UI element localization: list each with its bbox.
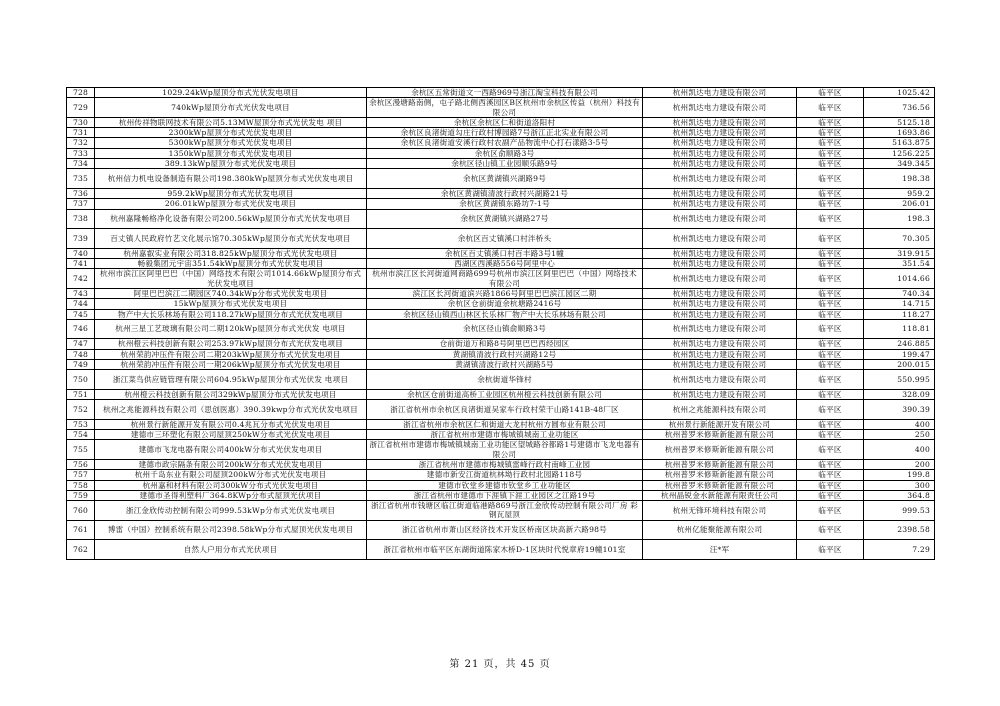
developer-cell: 杭州凯达电力建设有限公司	[643, 309, 797, 319]
project-name-cell: 建德市圣得利塑料厂364.8KWp分布式屋顶光伏项目	[95, 490, 367, 500]
district-cell: 临平区	[797, 501, 864, 521]
capacity-cell: 199.8	[864, 470, 935, 480]
capacity-cell: 1025.42	[864, 88, 935, 98]
table-row	[67, 501, 935, 521]
row-number-cell: 748	[67, 349, 95, 359]
capacity-cell: 2398.58	[864, 520, 935, 540]
district-cell: 临平区	[797, 98, 864, 118]
developer-cell: 杭州凯达电力建设有限公司	[643, 248, 797, 258]
project-name-cell: 杭州橙云科技创新有限公司329kWp屋顶分布式光伏发电项目	[95, 389, 367, 399]
district-cell: 临平区	[797, 288, 864, 298]
row-number-cell: 759	[67, 490, 95, 500]
project-name-cell: 浙江金欣传动控制有限公司999.53kWp分布式光伏发电项目	[95, 501, 367, 521]
row-number-cell: 752	[67, 400, 95, 420]
table-row	[67, 490, 935, 500]
project-name-cell: 杭州信力机电设备制造有限公司198.380kWp屋顶分布式光伏发电项目	[95, 169, 367, 189]
row-number-cell: 747	[67, 339, 95, 349]
project-name-cell: 博雷（中国）控制系统有限公司2398.58kWp分布式屋顶光伏发电项目	[95, 520, 367, 540]
capacity-cell: 1693.86	[864, 128, 935, 138]
district-cell: 临平区	[797, 117, 864, 127]
developer-cell: 杭州凯达电力建设有限公司	[643, 188, 797, 198]
table-row	[67, 229, 935, 249]
table-row	[67, 117, 935, 127]
capacity-cell: 200.015	[864, 360, 935, 370]
project-name-cell: 建德市三环塑化有限公司屋顶250kW分布式光伏发电项目	[95, 430, 367, 440]
row-number-cell: 743	[67, 288, 95, 298]
capacity-cell: 351.54	[864, 259, 935, 269]
district-cell: 临平区	[797, 400, 864, 420]
project-address-cell: 余杭区径山镇工业园顺乐路9号	[367, 159, 643, 169]
district-cell: 临平区	[797, 319, 864, 339]
project-address-cell: 建德市新安江街道杭林坳行政村北园路118号	[367, 470, 643, 480]
row-number-cell: 755	[67, 440, 95, 460]
district-cell: 临平区	[797, 209, 864, 229]
project-address-cell: 黄湖镇清波行政村兴湖路12号	[367, 349, 643, 359]
capacity-cell: 200	[864, 459, 935, 469]
project-address-cell: 余杭区径山镇西山林区长乐林厂物产中大长乐林场有限公司	[367, 309, 643, 319]
table-row	[67, 389, 935, 399]
row-number-cell: 745	[67, 309, 95, 319]
capacity-cell: 118.81	[864, 319, 935, 339]
table-row	[67, 188, 935, 198]
table-row	[67, 440, 935, 460]
capacity-cell: 328.09	[864, 389, 935, 399]
table-row	[67, 540, 935, 560]
developer-cell: 杭州凯达电力建设有限公司	[643, 148, 797, 158]
district-cell: 临平区	[797, 309, 864, 319]
table-row	[67, 419, 935, 429]
project-address-cell: 余杭区漫塘路南侧，屯子路北侧西溪园区B区杭州市余杭区传益（杭州）科技有限公司	[367, 98, 643, 118]
project-name-cell: 杭州橙云科技创新有限公司253.97kWp屋顶分布式光伏发电项目	[95, 339, 367, 349]
project-address-cell: 余杭区百丈镇溪口村泮桥头	[367, 229, 643, 249]
row-number-cell: 740	[67, 248, 95, 258]
capacity-cell: 246.885	[864, 339, 935, 349]
table-row	[67, 430, 935, 440]
district-cell: 临平区	[797, 389, 864, 399]
capacity-cell: 364.8	[864, 490, 935, 500]
project-name-cell: 杭州嘉和材料有限公司300kW分布式光伏发电项目	[95, 480, 367, 490]
row-number-cell: 733	[67, 148, 95, 158]
project-name-cell: 5300kWp屋顶分布式光伏发电项目	[95, 138, 367, 148]
row-number-cell: 742	[67, 269, 95, 289]
project-address-cell: 黄湖镇清波行政村兴湖路5号	[367, 360, 643, 370]
project-address-cell: 浙江省杭州市建德市梅城镇城南工业功能区望城路谷都路1号建德市飞龙电器有限公司	[367, 440, 643, 460]
capacity-cell: 959.2	[864, 188, 935, 198]
project-name-cell: 杭州荣韵冲压件有限公司一期206kWp屋顶分布式光伏发电项目	[95, 360, 367, 370]
district-cell: 临平区	[797, 128, 864, 138]
project-name-cell: 杭州市滨江区阿里巴巴（中国）网络技术有限公司1014.66kWp屋顶分布式光伏发电项目	[95, 269, 367, 289]
capacity-cell: 206.01	[864, 199, 935, 209]
table-row	[67, 248, 935, 258]
developer-cell: 杭州凯达电力建设有限公司	[643, 339, 797, 349]
district-cell: 临平区	[797, 248, 864, 258]
project-address-cell: 余杭区黄湖镇清波行政村兴湖路21号	[367, 188, 643, 198]
row-number-cell: 760	[67, 501, 95, 521]
project-name-cell: 1029.24kWp屋顶分布式光伏发电项目	[95, 88, 367, 98]
project-address-cell: 余杭区黄湖镇兴湖路9号	[367, 169, 643, 189]
project-name-cell: 15kWp屋顶分布式光伏发电项目	[95, 299, 367, 309]
district-cell: 临平区	[797, 370, 864, 390]
capacity-cell: 5125.18	[864, 117, 935, 127]
row-number-cell: 746	[67, 319, 95, 339]
row-number-cell: 750	[67, 370, 95, 390]
project-name-cell: 百丈镇人民政府竹艺文化展示馆70.305kWp屋顶分布式光伏发电项目	[95, 229, 367, 249]
row-number-cell: 761	[67, 520, 95, 540]
developer-cell: 杭州凯达电力建设有限公司	[643, 169, 797, 189]
district-cell: 临平区	[797, 169, 864, 189]
row-number-cell: 728	[67, 88, 95, 98]
project-name-cell: 建德市政宗隔条有限公司200kW分布式光伏发电项目	[95, 459, 367, 469]
capacity-cell: 198.38	[864, 169, 935, 189]
project-name-cell: 杭州千岛东业有限公司屋顶200kW分布式光伏发电项目	[95, 470, 367, 480]
district-cell: 临平区	[797, 490, 864, 500]
capacity-cell: 1256.225	[864, 148, 935, 158]
project-name-cell: 杭州景行新能源开发有限公司0.4兆瓦分布式光伏发电项目	[95, 419, 367, 429]
developer-cell: 杭州凯达电力建设有限公司	[643, 209, 797, 229]
developer-cell: 杭州凯达电力建设有限公司	[643, 128, 797, 138]
project-name-cell: 自然人户用分布式光伏项目	[95, 540, 367, 560]
project-name-cell: 1350kWp屋顶分布式光伏发电项目	[95, 148, 367, 158]
project-name-cell: 杭州嘉叡实业有限公司318.825kWp屋顶分布式光伏发电项目	[95, 248, 367, 258]
project-address-cell: 余杭街道华锋村	[367, 370, 643, 390]
project-address-cell: 仓前街道万和路8号阿里巴巴西经园区	[367, 339, 643, 349]
project-name-cell: 389.13kWp屋顶分布式光伏发电项目	[95, 159, 367, 169]
project-address-cell: 滨江区长河街道滨兴路1866号阿里巴巴滨江园区二期	[367, 288, 643, 298]
project-table	[66, 87, 935, 560]
project-name-cell: 206.01kWp屋顶分布式光伏发电项目	[95, 199, 367, 209]
row-number-cell: 758	[67, 480, 95, 490]
row-number-cell: 738	[67, 209, 95, 229]
capacity-cell: 550.995	[864, 370, 935, 390]
capacity-cell: 250	[864, 430, 935, 440]
table-row	[67, 169, 935, 189]
capacity-cell: 1014.66	[864, 269, 935, 289]
project-address-cell: 余杭区百丈镇溪口村百丰路3号1幢	[367, 248, 643, 258]
table-row	[67, 349, 935, 359]
capacity-cell: 198.3	[864, 209, 935, 229]
capacity-cell: 5163.875	[864, 138, 935, 148]
developer-cell: 杭州无锋环境科技有限公司	[643, 501, 797, 521]
developer-cell: 杭州凯达电力建设有限公司	[643, 199, 797, 209]
project-address-cell: 西湖区西溪路556号阿里中心	[367, 259, 643, 269]
table-row	[67, 520, 935, 540]
developer-cell: 杭州凯达电力建设有限公司	[643, 159, 797, 169]
project-address-cell: 余杭区五常街道文一西路969号浙江淘宝科技有限公司	[367, 88, 643, 98]
row-number-cell: 732	[67, 138, 95, 148]
row-number-cell: 744	[67, 299, 95, 309]
row-number-cell: 739	[67, 229, 95, 249]
table-row	[67, 470, 935, 480]
row-number-cell: 730	[67, 117, 95, 127]
district-cell: 临平区	[797, 229, 864, 249]
district-cell: 临平区	[797, 88, 864, 98]
project-name-cell: 杭州三星工艺玻璃有限公司二期120kWp屋顶分布式光伏发 电项目	[95, 319, 367, 339]
project-address-cell: 余杭区余杭区仁和街道洛阳村	[367, 117, 643, 127]
developer-cell: 杭州景行新能源开发有限公司	[643, 419, 797, 429]
table-row	[67, 299, 935, 309]
table-row	[67, 480, 935, 490]
capacity-cell: 390.39	[864, 400, 935, 420]
table-row	[67, 360, 935, 370]
project-address-cell: 浙江省杭州市余杭区良渚街道吴家车行政村荣干山路141B-48厂区	[367, 400, 643, 420]
table-row	[67, 288, 935, 298]
project-address-cell: 余杭区仓前街道高桥工业园区杭州橙云科技创新有限公司	[367, 389, 643, 399]
project-address-cell: 杭州市滨江区长河街道网商路699号杭州市滨江区阿里巴巴（中国）网络技术有限公司	[367, 269, 643, 289]
developer-cell: 杭州凯达电力建设有限公司	[643, 229, 797, 249]
capacity-cell: 740.34	[864, 288, 935, 298]
row-number-cell: 737	[67, 199, 95, 209]
project-name-cell: 740kWp屋顶分布式光伏发电项目	[95, 98, 367, 118]
project-address-cell: 余杭区径山镇俞顺路3号	[367, 319, 643, 339]
developer-cell: 杭州普罗米修斯新能源有限公司	[643, 459, 797, 469]
row-number-cell: 749	[67, 360, 95, 370]
developer-cell: 杭州凯达电力建设有限公司	[643, 349, 797, 359]
district-cell: 临平区	[797, 360, 864, 370]
project-table-body	[67, 88, 935, 560]
project-address-cell: 余杭区黄湖镇兴湖路27号	[367, 209, 643, 229]
row-number-cell: 735	[67, 169, 95, 189]
project-name-cell: 建德市飞龙电器有限公司400kW分布式光伏发电项目	[95, 440, 367, 460]
table-row	[67, 309, 935, 319]
capacity-cell: 349.345	[864, 159, 935, 169]
developer-cell: 杭州普罗米修斯新能源有限公司	[643, 430, 797, 440]
project-address-cell: 浙江省杭州市建德市下涯镇下涯工业园区之江路19号	[367, 490, 643, 500]
developer-cell: 杭州凯达电力建设有限公司	[643, 98, 797, 118]
page-number: 第 21 页，共 45 页	[449, 659, 551, 670]
capacity-cell: 999.53	[864, 501, 935, 521]
project-name-cell: 959.2kWp屋顶分布式光伏发电项目	[95, 188, 367, 198]
row-number-cell: 731	[67, 128, 95, 138]
table-row	[67, 209, 935, 229]
project-address-cell: 浙江省杭州市临平区东湖街道陈家木桥D-1区块时代悦章府19幢101室	[367, 540, 643, 560]
project-address-cell: 建德市钦堂乡建德市钦堂乡工业功能区	[367, 480, 643, 490]
table-row	[67, 128, 935, 138]
capacity-cell: 118.27	[864, 309, 935, 319]
developer-cell: 杭州凯达电力建设有限公司	[643, 360, 797, 370]
table-row	[67, 98, 935, 118]
district-cell: 临平区	[797, 349, 864, 359]
district-cell: 临平区	[797, 419, 864, 429]
district-cell: 临平区	[797, 138, 864, 148]
project-name-cell: 2300kWp屋顶分布式光伏发电项目	[95, 128, 367, 138]
developer-cell: 杭州凯达电力建设有限公司	[643, 269, 797, 289]
district-cell: 临平区	[797, 269, 864, 289]
table-row	[67, 138, 935, 148]
project-name-cell: 杭州传祥物联网技术有限公司5.13MW屋顶分布式光伏发电 项目	[95, 117, 367, 127]
table-row	[67, 319, 935, 339]
row-number-cell: 729	[67, 98, 95, 118]
table-row	[67, 159, 935, 169]
capacity-cell: 400	[864, 419, 935, 429]
capacity-cell: 319.915	[864, 248, 935, 258]
project-address-cell: 余杭区俞顺路3号	[367, 148, 643, 158]
row-number-cell: 736	[67, 188, 95, 198]
district-cell: 临平区	[797, 299, 864, 309]
capacity-cell: 14.715	[864, 299, 935, 309]
district-cell: 临平区	[797, 440, 864, 460]
project-address-cell: 浙江省杭州市建德市梅城镇城南工业功能区	[367, 430, 643, 440]
capacity-cell: 736.56	[864, 98, 935, 118]
table-row	[67, 370, 935, 390]
row-number-cell: 756	[67, 459, 95, 469]
capacity-cell: 400	[864, 440, 935, 460]
district-cell: 临平区	[797, 188, 864, 198]
project-address-cell: 浙江省杭州市钱塘区临江街道临港路869号浙江金欣传动控制有限公司厂房 彩钢瓦屋顶	[367, 501, 643, 521]
project-address-cell: 余杭区良渚街道勾庄行政村博园路7号浙江正北实业有限公司	[367, 128, 643, 138]
district-cell: 临平区	[797, 520, 864, 540]
district-cell: 临平区	[797, 339, 864, 349]
developer-cell: 汪*军	[643, 540, 797, 560]
district-cell: 临平区	[797, 259, 864, 269]
row-number-cell: 741	[67, 259, 95, 269]
project-name-cell: 浙江菜鸟供应链管理有限公司604.95kWp屋顶分布式光伏发 电项目	[95, 370, 367, 390]
project-address-cell: 余杭区黄湖镇东路坊7-1号	[367, 199, 643, 209]
developer-cell: 杭州亿能聚能源有限公司	[643, 520, 797, 540]
table-row	[67, 339, 935, 349]
row-number-cell: 753	[67, 419, 95, 429]
developer-cell: 杭州普罗米修斯新能源有限公司	[643, 470, 797, 480]
project-address-cell: 浙江省杭州市萧山区经济技术开发区桥南区块高新六路98号	[367, 520, 643, 540]
developer-cell: 杭州凯达电力建设有限公司	[643, 138, 797, 148]
developer-cell: 杭州凯达电力建设有限公司	[643, 319, 797, 339]
district-cell: 临平区	[797, 540, 864, 560]
row-number-cell: 757	[67, 470, 95, 480]
developer-cell: 杭州凯达电力建设有限公司	[643, 299, 797, 309]
capacity-cell: 7.29	[864, 540, 935, 560]
table-row	[67, 148, 935, 158]
project-address-cell: 余杭区良渚街道安溪行政村农副产品物流中心打石漾路3-5号	[367, 138, 643, 148]
project-name-cell: 杭州荣韵冲压件有限公司二期203kWp屋顶分布式光伏发电项目	[95, 349, 367, 359]
table-row	[67, 400, 935, 420]
developer-cell: 杭州凯达电力建设有限公司	[643, 389, 797, 399]
developer-cell: 杭州凯达电力建设有限公司	[643, 370, 797, 390]
project-name-cell: 畅毅集团元宇宙351.54kWp屋顶分布式光伏发电项目	[95, 259, 367, 269]
developer-cell: 杭州凯达电力建设有限公司	[643, 259, 797, 269]
developer-cell: 杭州普罗米修斯新能源有限公司	[643, 440, 797, 460]
row-number-cell: 751	[67, 389, 95, 399]
developer-cell: 杭州普罗米修斯新能源有限公司	[643, 480, 797, 490]
project-name-cell: 阿里巴巴滨江二期园区740.34kWp分布式光伏发电项目	[95, 288, 367, 298]
project-name-cell: 物产中大长乐林场有限公司118.27kWp屋顶分布式光伏发电项目	[95, 309, 367, 319]
district-cell: 临平区	[797, 480, 864, 490]
developer-cell: 杭州凯达电力建设有限公司	[643, 117, 797, 127]
developer-cell: 杭州晶锐金水新能源有限责任公司	[643, 490, 797, 500]
district-cell: 临平区	[797, 199, 864, 209]
district-cell: 临平区	[797, 430, 864, 440]
project-address-cell: 余杭区仓前街道余杭塘路2416号	[367, 299, 643, 309]
table-row	[67, 88, 935, 98]
table-row	[67, 459, 935, 469]
row-number-cell: 762	[67, 540, 95, 560]
district-cell: 临平区	[797, 159, 864, 169]
developer-cell: 杭州凯达电力建设有限公司	[643, 288, 797, 298]
district-cell: 临平区	[797, 470, 864, 480]
project-name-cell: 杭州嘉隆畅格净化设备有限公司200.56kWp屋顶分布式光伏发电项目	[95, 209, 367, 229]
district-cell: 临平区	[797, 148, 864, 158]
developer-cell: 杭州之兆能源科技有限公司	[643, 400, 797, 420]
capacity-cell: 300	[864, 480, 935, 490]
table-row	[67, 199, 935, 209]
developer-cell: 杭州凯达电力建设有限公司	[643, 88, 797, 98]
table-row	[67, 269, 935, 289]
project-address-cell: 浙江省杭州市余杭区仁和街道大龙村杭州方圆布业有限公司	[367, 419, 643, 429]
project-name-cell: 杭州之兆能源科技有限公司（思创医惠）390.39kwp分布式光伏发电项目	[95, 400, 367, 420]
project-address-cell: 浙江省杭州市建德市梅城镇雷峰行政村南峰工业园	[367, 459, 643, 469]
table-row	[67, 259, 935, 269]
row-number-cell: 754	[67, 430, 95, 440]
district-cell: 临平区	[797, 459, 864, 469]
capacity-cell: 199.47	[864, 349, 935, 359]
row-number-cell: 734	[67, 159, 95, 169]
capacity-cell: 70.305	[864, 229, 935, 249]
